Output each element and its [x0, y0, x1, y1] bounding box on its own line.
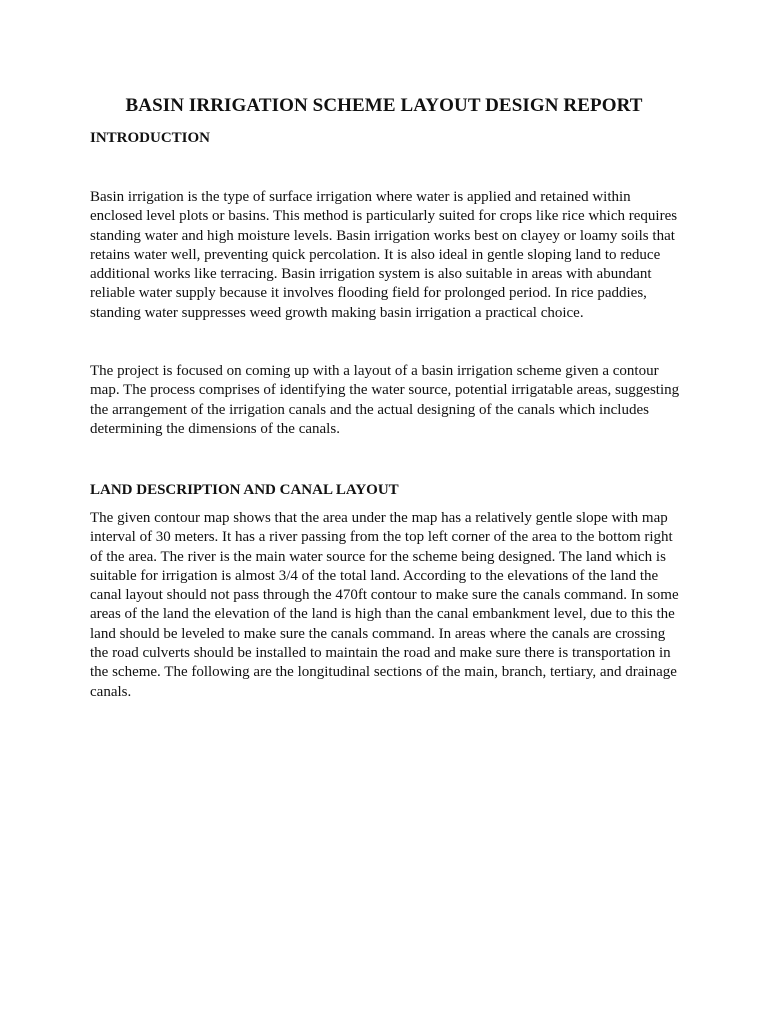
introduction-paragraph-1: Basin irrigation is the type of surface irrigation where water is applied and retained within enclosed level plots or basins. This method is particularly suited for crops like rice which requires standing water and high moisture levels. Basin irrigation works best on clayey or loamy soils that retains water well, preventing quick percolation. It is also ideal in gentle sloping land to reduce additional works like terracing. Basin irrigation system is also suitable in areas with abundant reliable water supply because it involves flooding field for prolonged period. In rice paddies, standing water suppresses weed growth making basin irrigation a practical choice.: [90, 189, 678, 321]
document-title: BASIN IRRIGATION SCHEME LAYOUT DESIGN REPORT: [125, 95, 643, 116]
section-heading-introduction: INTRODUCTION: [90, 130, 211, 146]
introduction-paragraph-2: The project is focused on coming up with a layout of a basin irrigation scheme given a contour map. The process comprises of identifying the water source, potential irrigatable areas, suggesting the arrangement of the irrigation canals and the actual designing of the canals which includes determining the dimensions of the canals.: [90, 363, 680, 437]
land-description-paragraph: The given contour map shows that the area under the map has a relatively gentle slope with map interval of 30 meters. It has a river passing from the top left corner of the area to the bottom right of the area. The river is the main water source for the scheme being designed. The land which is suitable for irrigation is almost 3/4 of the total land. According to the elevations of the land the canal layout should not pass through the 470ft contour to make sure the canals command. In some areas of the land the elevation of the land is high than the canal embankment level, due to this the land should be leveled to make sure the canals command. In areas where the canals are crossing the road culverts should be installed to maintain the road and make sure there is transportation in the scheme. The following are the longitudinal sections of the main, branch, tertiary, and drainage canals.: [90, 510, 679, 700]
section-heading-land-description: LAND DESCRIPTION AND CANAL LAYOUT: [90, 482, 399, 498]
